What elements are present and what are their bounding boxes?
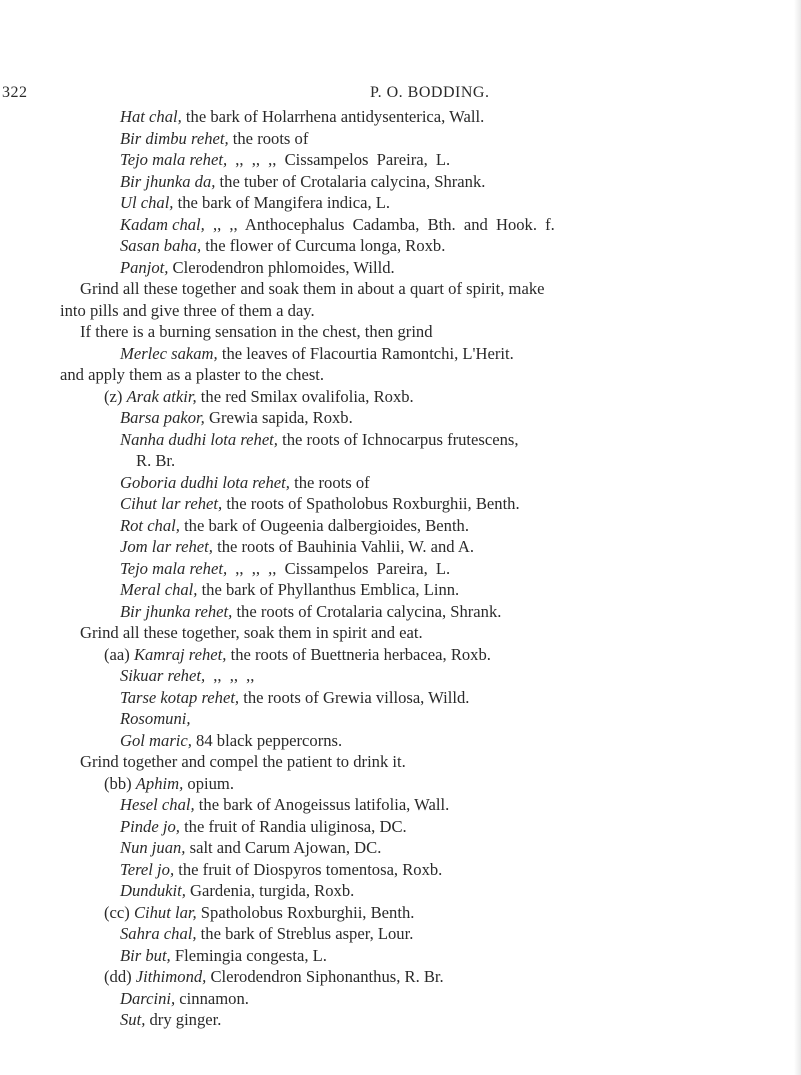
native-term: Goboria dudhi lota rehet, (120, 472, 290, 492)
line-text: the roots of (289, 472, 370, 492)
text-line (120, 106, 484, 128)
line-text: the bark of Streblus asper, Lour. (196, 924, 414, 943)
text-line (60, 300, 315, 322)
line-text: Clerodendron Siphonanthus, R. Br. (206, 967, 444, 986)
text-line (120, 558, 450, 580)
native-term: Tejo mala rehet, (120, 150, 228, 169)
text-line (120, 429, 518, 451)
text-line (120, 472, 370, 494)
native-term: Bir but, (120, 945, 171, 965)
line-text: ,, ,, ,, Cissampelos Pareira, L. (227, 558, 451, 578)
line-text: Grind all these together and soak them in about a quart of spirit, make (80, 279, 545, 298)
native-term: Sahra chal, (120, 924, 197, 943)
line-text: the leaves of Flacourtia Ramontchi, L'Herit. (217, 343, 514, 363)
native-term: Rot chal, (120, 515, 180, 535)
line-text: the bark of Mangifera indica, L. (173, 193, 391, 212)
line-text: Clerodendron phlomoides, Willd. (168, 257, 395, 277)
text-line (80, 622, 423, 644)
native-term: Hat chal, (120, 107, 182, 126)
item-marker: (cc) (104, 902, 134, 922)
line-text: the roots of Bauhinia Vahlii, W. and A. (212, 537, 474, 556)
native-term: Sut, (120, 1010, 146, 1029)
native-term: Kamraj rehet, (133, 644, 227, 664)
native-term: Gol maric, (120, 730, 192, 750)
native-term: Dundukit, (120, 881, 186, 900)
text-line (120, 708, 191, 730)
native-term: Nanha dudhi lota rehet, (120, 429, 278, 449)
text-line (120, 687, 469, 709)
native-term: Cihut lar, (133, 902, 197, 922)
line-text: ,, ,, ,, (205, 666, 255, 685)
text-line (120, 1009, 221, 1031)
page-edge-shadow (794, 0, 801, 1075)
native-term: Jom lar rehet, (120, 537, 213, 556)
line-text: the roots of Crotalaria calycina, Shrank. (232, 601, 502, 621)
native-term: Ul chal, (120, 193, 174, 212)
text-line (120, 171, 485, 193)
text-line (120, 988, 249, 1010)
text-line (120, 257, 395, 279)
line-text: opium. (183, 773, 234, 793)
text-line (120, 945, 327, 967)
text-line (120, 407, 353, 429)
text-line (120, 730, 342, 752)
native-term: Hesel chal, (120, 795, 195, 814)
line-text: Spatholobus Roxburghii, Benth. (196, 902, 415, 922)
text-line (104, 902, 414, 924)
text-line (80, 321, 433, 343)
native-term: Arak atkir, (126, 386, 197, 406)
line-text: Grewia sapida, Roxb. (204, 408, 353, 427)
text-line (104, 966, 444, 988)
line-text: and apply them as a plaster to the chest. (60, 365, 325, 384)
native-term: Sikuar rehet, (120, 666, 206, 685)
native-term: Merlec sakam, (120, 343, 218, 363)
native-term: Barsa pakor, (120, 408, 205, 427)
line-text: dry ginger. (145, 1010, 222, 1029)
running-title: P. O. BODDING. (370, 84, 490, 101)
line-text: the bark of Holarrhena antidysenterica, Wall. (181, 107, 485, 126)
line-text: the roots of Spatholobus Roxburghii, Benth. (222, 494, 520, 513)
native-term: Aphim, (135, 773, 184, 793)
line-text: the bark of Anogeissus latifolia, Wall. (194, 795, 450, 814)
native-term: Rosomuni, (120, 709, 191, 728)
item-marker: (aa) (104, 644, 134, 664)
line-text: the bark of Ougeenia dalbergioides, Benth. (179, 515, 469, 535)
line-text: Gardenia, turgida, Roxb. (185, 881, 355, 900)
text-line (120, 601, 501, 623)
native-term: Nun juan, (120, 838, 186, 857)
native-term: Terel jo, (120, 859, 175, 879)
text-line (120, 794, 449, 816)
native-term: Bir dimbu rehet, (120, 128, 229, 148)
item-marker: (z) (104, 386, 127, 406)
item-marker: (bb) (104, 773, 136, 793)
line-text: the roots of Buettneria herbacea, Roxb. (226, 644, 491, 664)
native-term: Pinde jo, (120, 816, 180, 836)
native-term: Bir jhunka rehet, (120, 601, 233, 621)
line-text: the fruit of Diospyros tomentosa, Roxb. (174, 859, 443, 879)
line-text: Grind together and compel the patient to drink it. (80, 752, 406, 771)
line-text: the roots of Grewia villosa, Willd. (239, 687, 470, 707)
line-text: 84 black peppercorns. (191, 730, 343, 750)
page-header (0, 84, 801, 108)
line-text: the flower of Curcuma longa, Roxb. (201, 236, 446, 255)
line-text: ,, ,, ,, Cissampelos Pareira, L. (227, 150, 451, 169)
line-text: If there is a burning sensation in the chest, then grind (80, 322, 433, 341)
native-term: Panjot, (120, 257, 169, 277)
line-text: Grind all these together, soak them in spirit and eat. (80, 623, 423, 642)
line-text: the fruit of Randia uliginosa, DC. (179, 816, 407, 836)
text-line (104, 773, 234, 795)
text-line (120, 579, 459, 601)
text-line (120, 859, 442, 881)
text-line (120, 149, 450, 171)
line-text: the tuber of Crotalaria calycina, Shrank. (215, 171, 486, 191)
text-line (80, 278, 545, 300)
native-term: Darcini, (120, 988, 176, 1008)
line-text: ,, ,, Anthocephalus Cadamba, Bth. and Hook. f. (204, 214, 555, 234)
text-line (120, 128, 308, 150)
text-line (120, 493, 520, 515)
text-line (120, 192, 390, 214)
text-line (80, 751, 406, 773)
text-line (120, 235, 445, 257)
native-term: Jithimond, (135, 967, 207, 986)
line-text: salt and Carum Ajowan, DC. (185, 838, 382, 857)
page-number: 322 (2, 84, 28, 101)
native-term: Cihut lar rehet, (120, 494, 223, 513)
line-text: the roots of (228, 128, 309, 148)
line-text: Flemingia congesta, L. (170, 945, 327, 965)
text-line (120, 536, 474, 558)
text-line (120, 343, 514, 365)
line-text: R. Br. (136, 451, 176, 470)
text-line (120, 515, 469, 537)
native-term: Tarse kotap rehet, (120, 687, 240, 707)
native-term: Sasan baha, (120, 236, 202, 255)
line-text: the roots of Ichnocarpus frutescens, (277, 429, 519, 449)
text-line (104, 386, 414, 408)
text-line (120, 880, 354, 902)
line-text: cinnamon. (175, 988, 249, 1008)
native-term: Kadam chal, (120, 214, 205, 234)
line-text: into pills and give three of them a day. (60, 300, 315, 320)
text-line (60, 364, 324, 386)
native-term: Meral chal, (120, 580, 198, 599)
text-line (120, 816, 407, 838)
text-line (136, 450, 175, 472)
native-term: Tejo mala rehet, (120, 558, 228, 578)
text-line (120, 923, 413, 945)
text-line (104, 644, 491, 666)
line-text: the red Smilax ovalifolia, Roxb. (196, 386, 414, 406)
item-marker: (dd) (104, 967, 136, 986)
text-line (120, 665, 254, 687)
native-term: Bir jhunka da, (120, 171, 216, 191)
line-text: the bark of Phyllanthus Emblica, Linn. (197, 580, 460, 599)
text-line (120, 214, 555, 236)
text-line (120, 837, 381, 859)
